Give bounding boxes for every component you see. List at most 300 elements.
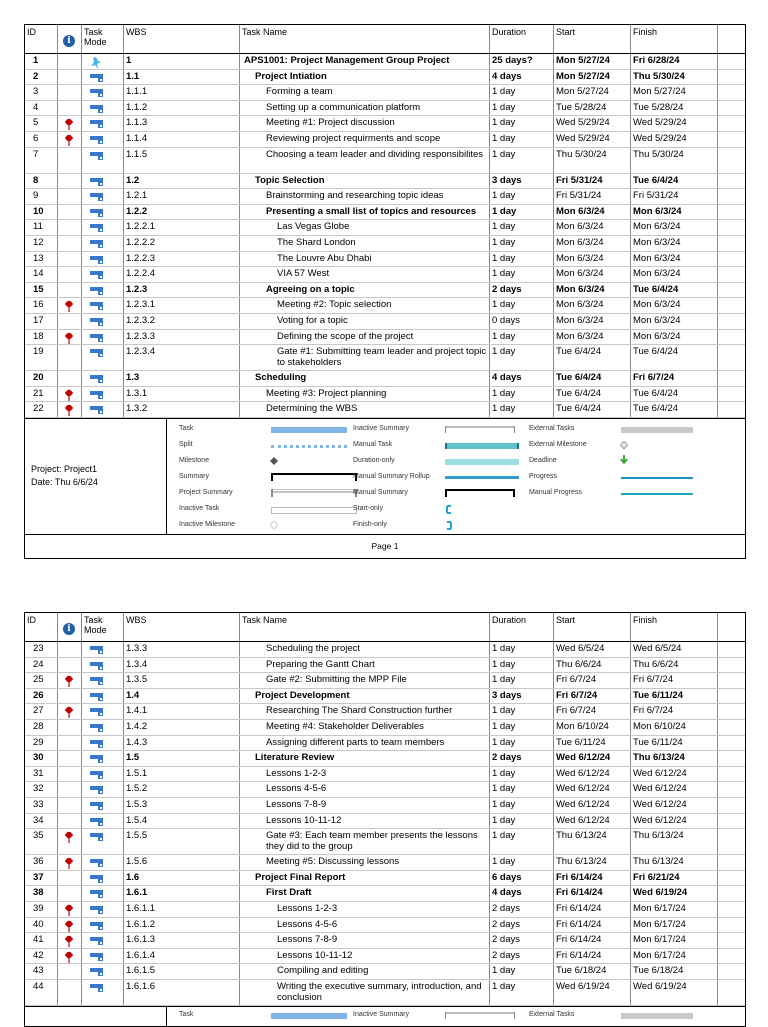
row-start[interactable]: Wed 6/12/24 — [554, 767, 631, 782]
row-id[interactable]: 32 — [25, 782, 58, 797]
row-start[interactable]: Wed 5/29/24 — [554, 132, 631, 147]
row-start[interactable]: Mon 6/3/24 — [554, 252, 631, 267]
row-wbs[interactable]: 1.6.1.2 — [124, 918, 240, 933]
row-duration[interactable]: 2 days — [490, 933, 554, 948]
row-duration[interactable]: 1 day — [490, 220, 554, 235]
row-finish[interactable]: Wed 6/12/24 — [631, 814, 718, 829]
row-start[interactable]: Tue 6/4/24 — [554, 402, 631, 417]
row-start[interactable]: Wed 6/12/24 — [554, 814, 631, 829]
table-row[interactable] — [25, 829, 745, 855]
row-id[interactable]: 34 — [25, 814, 58, 829]
row-duration[interactable]: 1 day — [490, 673, 554, 688]
row-task-name[interactable]: Meeting #2: Topic selection — [240, 298, 490, 313]
row-id[interactable]: 40 — [25, 918, 58, 933]
row-task-name[interactable]: Lessons 7-8-9 — [240, 798, 490, 813]
row-duration[interactable]: 1 day — [490, 658, 554, 673]
row-finish[interactable]: Thu 5/30/24 — [631, 148, 718, 173]
row-duration[interactable]: 1 day — [490, 964, 554, 979]
row-wbs[interactable]: 1.6.1.5 — [124, 964, 240, 979]
row-wbs[interactable]: 1.5.1 — [124, 767, 240, 782]
row-wbs[interactable]: 1.2 — [124, 174, 240, 189]
row-id[interactable]: 42 — [25, 949, 58, 964]
row-wbs[interactable]: 1.6.1.1 — [124, 902, 240, 917]
row-duration[interactable]: 1 day — [490, 205, 554, 220]
row-wbs[interactable]: 1.4.3 — [124, 736, 240, 751]
row-wbs[interactable]: 1.1.2 — [124, 101, 240, 116]
row-start[interactable]: Wed 6/12/24 — [554, 798, 631, 813]
row-start[interactable]: Mon 6/3/24 — [554, 330, 631, 345]
row-id[interactable]: 1 — [25, 54, 58, 69]
row-duration[interactable]: 1 day — [490, 101, 554, 116]
row-wbs[interactable]: 1.3.2 — [124, 402, 240, 417]
row-finish[interactable]: Fri 6/21/24 — [631, 871, 718, 886]
row-id[interactable]: 35 — [25, 829, 58, 854]
row-finish[interactable]: Tue 5/28/24 — [631, 101, 718, 116]
row-task-name[interactable]: Voting for a topic — [240, 314, 490, 329]
row-start[interactable]: Wed 6/19/24 — [554, 980, 631, 1005]
row-wbs[interactable]: 1.2.3.3 — [124, 330, 240, 345]
row-start[interactable]: Fri 5/31/24 — [554, 174, 631, 189]
row-wbs[interactable]: 1.6.1.3 — [124, 933, 240, 948]
row-finish[interactable]: Thu 5/30/24 — [631, 70, 718, 85]
row-wbs[interactable]: 1.3.1 — [124, 387, 240, 402]
table-row[interactable] — [25, 387, 745, 403]
table-row[interactable] — [25, 402, 745, 418]
row-task-name[interactable]: Lessons 10-11-12 — [240, 949, 490, 964]
row-id[interactable]: 9 — [25, 189, 58, 204]
row-id[interactable]: 36 — [25, 855, 58, 870]
row-task-name[interactable]: Literature Review — [240, 751, 490, 766]
table-row[interactable] — [25, 189, 745, 205]
row-task-name[interactable]: Forming a team — [240, 85, 490, 100]
row-finish[interactable]: Wed 6/19/24 — [631, 886, 718, 901]
row-finish[interactable]: Tue 6/11/24 — [631, 736, 718, 751]
row-finish[interactable]: Wed 6/19/24 — [631, 980, 718, 1005]
table-row[interactable] — [25, 132, 745, 148]
row-task-name[interactable]: Agreeing on a topic — [240, 283, 490, 298]
row-duration[interactable]: 1 day — [490, 267, 554, 282]
row-finish[interactable]: Tue 6/4/24 — [631, 174, 718, 189]
row-start[interactable]: Wed 5/29/24 — [554, 116, 631, 131]
row-id[interactable]: 15 — [25, 283, 58, 298]
row-duration[interactable]: 1 day — [490, 767, 554, 782]
row-finish[interactable]: Tue 6/4/24 — [631, 283, 718, 298]
row-finish[interactable]: Thu 6/6/24 — [631, 658, 718, 673]
row-start[interactable]: Mon 6/3/24 — [554, 267, 631, 282]
row-task-name[interactable]: Lessons 1-2-3 — [240, 902, 490, 917]
row-id[interactable]: 5 — [25, 116, 58, 131]
row-finish[interactable]: Mon 6/10/24 — [631, 720, 718, 735]
row-task-name[interactable]: Reviewing project requirments and scope — [240, 132, 490, 147]
row-id[interactable]: 25 — [25, 673, 58, 688]
row-finish[interactable]: Mon 6/17/24 — [631, 933, 718, 948]
row-id[interactable]: 4 — [25, 101, 58, 116]
row-duration[interactable]: 1 day — [490, 132, 554, 147]
table-row[interactable] — [25, 252, 745, 268]
row-start[interactable]: Mon 6/3/24 — [554, 236, 631, 251]
table-row[interactable] — [25, 902, 745, 918]
row-id[interactable]: 17 — [25, 314, 58, 329]
row-start[interactable]: Thu 6/6/24 — [554, 658, 631, 673]
row-start[interactable]: Fri 6/14/24 — [554, 871, 631, 886]
row-start[interactable]: Wed 6/12/24 — [554, 782, 631, 797]
row-task-name[interactable]: VIA 57 West — [240, 267, 490, 282]
row-start[interactable]: Fri 6/14/24 — [554, 949, 631, 964]
row-id[interactable]: 10 — [25, 205, 58, 220]
row-finish[interactable]: Mon 6/3/24 — [631, 205, 718, 220]
row-finish[interactable]: Mon 6/3/24 — [631, 298, 718, 313]
row-task-name[interactable]: The Shard London — [240, 236, 490, 251]
row-start[interactable]: Mon 6/3/24 — [554, 314, 631, 329]
row-id[interactable]: 31 — [25, 767, 58, 782]
row-task-name[interactable]: Meeting #1: Project discussion — [240, 116, 490, 131]
row-start[interactable]: Tue 6/11/24 — [554, 736, 631, 751]
row-task-name[interactable]: Las Vegas Globe — [240, 220, 490, 235]
row-finish[interactable]: Mon 6/17/24 — [631, 949, 718, 964]
row-finish[interactable]: Mon 6/3/24 — [631, 236, 718, 251]
row-wbs[interactable]: 1.6 — [124, 871, 240, 886]
row-wbs[interactable]: 1.2.2.2 — [124, 236, 240, 251]
row-start[interactable]: Tue 6/18/24 — [554, 964, 631, 979]
row-id[interactable]: 26 — [25, 689, 58, 704]
table-row[interactable] — [25, 330, 745, 346]
row-start[interactable]: Mon 6/10/24 — [554, 720, 631, 735]
row-finish[interactable]: Wed 6/12/24 — [631, 798, 718, 813]
table-row[interactable] — [25, 814, 745, 830]
row-id[interactable]: 16 — [25, 298, 58, 313]
row-wbs[interactable]: 1.5 — [124, 751, 240, 766]
row-start[interactable]: Mon 6/3/24 — [554, 283, 631, 298]
row-wbs[interactable]: 1.4 — [124, 689, 240, 704]
row-task-name[interactable]: Compiling and editing — [240, 964, 490, 979]
row-task-name[interactable]: Lessons 7-8-9 — [240, 933, 490, 948]
row-wbs[interactable]: 1.2.2.1 — [124, 220, 240, 235]
row-start[interactable]: Mon 6/3/24 — [554, 220, 631, 235]
row-start[interactable]: Fri 6/14/24 — [554, 902, 631, 917]
row-id[interactable]: 12 — [25, 236, 58, 251]
row-id[interactable]: 8 — [25, 174, 58, 189]
row-id[interactable]: 28 — [25, 720, 58, 735]
row-start[interactable]: Fri 6/14/24 — [554, 918, 631, 933]
row-wbs[interactable]: 1.6.1 — [124, 886, 240, 901]
row-id[interactable]: 38 — [25, 886, 58, 901]
row-id[interactable]: 44 — [25, 980, 58, 1005]
row-id[interactable]: 13 — [25, 252, 58, 267]
row-start[interactable]: Fri 6/14/24 — [554, 886, 631, 901]
row-duration[interactable]: 4 days — [490, 886, 554, 901]
row-wbs[interactable]: 1.2.2.3 — [124, 252, 240, 267]
table-row[interactable] — [25, 980, 745, 1006]
row-duration[interactable]: 1 day — [490, 345, 554, 370]
row-duration[interactable]: 1 day — [490, 855, 554, 870]
row-wbs[interactable]: 1.2.3.1 — [124, 298, 240, 313]
row-start[interactable]: Fri 6/7/24 — [554, 673, 631, 688]
row-start[interactable]: Tue 6/4/24 — [554, 345, 631, 370]
row-finish[interactable]: Mon 6/3/24 — [631, 330, 718, 345]
row-task-name[interactable]: Lessons 4-5-6 — [240, 918, 490, 933]
row-duration[interactable]: 1 day — [490, 642, 554, 657]
table-row[interactable] — [25, 642, 745, 658]
row-duration[interactable]: 0 days — [490, 314, 554, 329]
row-duration[interactable]: 1 day — [490, 85, 554, 100]
row-duration[interactable]: 1 day — [490, 814, 554, 829]
row-id[interactable]: 3 — [25, 85, 58, 100]
row-duration[interactable]: 4 days — [490, 371, 554, 386]
row-id[interactable]: 23 — [25, 642, 58, 657]
row-wbs[interactable]: 1.5.5 — [124, 829, 240, 854]
row-duration[interactable]: 2 days — [490, 949, 554, 964]
row-finish[interactable]: Mon 6/17/24 — [631, 918, 718, 933]
table-row[interactable] — [25, 767, 745, 783]
row-id[interactable]: 27 — [25, 704, 58, 719]
row-finish[interactable]: Wed 5/29/24 — [631, 132, 718, 147]
row-wbs[interactable]: 1.4.1 — [124, 704, 240, 719]
row-task-name[interactable]: Brainstorming and researching topic ideas — [240, 189, 490, 204]
row-id[interactable]: 7 — [25, 148, 58, 173]
row-finish[interactable]: Wed 6/12/24 — [631, 767, 718, 782]
row-task-name[interactable]: Project Development — [240, 689, 490, 704]
row-duration[interactable]: 4 days — [490, 70, 554, 85]
row-wbs[interactable]: 1.1.3 — [124, 116, 240, 131]
row-wbs[interactable]: 1.1 — [124, 70, 240, 85]
row-id[interactable]: 29 — [25, 736, 58, 751]
row-task-name[interactable]: Project Intiation — [240, 70, 490, 85]
row-finish[interactable]: Fri 6/7/24 — [631, 673, 718, 688]
table-row[interactable] — [25, 855, 745, 871]
row-finish[interactable]: Mon 6/3/24 — [631, 252, 718, 267]
table-row[interactable] — [25, 236, 745, 252]
row-id[interactable]: 37 — [25, 871, 58, 886]
row-wbs[interactable]: 1.5.3 — [124, 798, 240, 813]
row-task-name[interactable]: Gate #2: Submitting the MPP File — [240, 673, 490, 688]
row-finish[interactable]: Mon 6/17/24 — [631, 902, 718, 917]
row-duration[interactable]: 1 day — [490, 116, 554, 131]
row-id[interactable]: 6 — [25, 132, 58, 147]
row-task-name[interactable]: Presenting a small list of topics and resources — [240, 205, 490, 220]
row-start[interactable]: Thu 5/30/24 — [554, 148, 631, 173]
row-start[interactable]: Fri 5/31/24 — [554, 189, 631, 204]
row-finish[interactable]: Tue 6/4/24 — [631, 387, 718, 402]
table-row[interactable] — [25, 673, 745, 689]
row-duration[interactable]: 1 day — [490, 782, 554, 797]
table-row[interactable] — [25, 371, 745, 387]
table-row[interactable] — [25, 298, 745, 314]
row-wbs[interactable]: 1.6.1.6 — [124, 980, 240, 1005]
row-task-name[interactable]: First Draft — [240, 886, 490, 901]
row-finish[interactable]: Fri 6/7/24 — [631, 704, 718, 719]
table-row[interactable] — [25, 736, 745, 752]
row-wbs[interactable]: 1.3.3 — [124, 642, 240, 657]
row-finish[interactable]: Thu 6/13/24 — [631, 751, 718, 766]
row-start[interactable]: Wed 6/5/24 — [554, 642, 631, 657]
row-start[interactable]: Thu 6/13/24 — [554, 855, 631, 870]
row-task-name[interactable]: The Louvre Abu Dhabi — [240, 252, 490, 267]
table-row[interactable] — [25, 85, 745, 101]
row-finish[interactable]: Tue 6/4/24 — [631, 345, 718, 370]
row-wbs[interactable]: 1.2.3 — [124, 283, 240, 298]
row-wbs[interactable]: 1.4.2 — [124, 720, 240, 735]
table-row[interactable] — [25, 116, 745, 132]
row-duration[interactable]: 2 days — [490, 751, 554, 766]
row-id[interactable]: 43 — [25, 964, 58, 979]
table-row[interactable] — [25, 751, 745, 767]
table-row[interactable] — [25, 220, 745, 236]
table-row[interactable] — [25, 54, 745, 70]
row-start[interactable]: Tue 6/4/24 — [554, 387, 631, 402]
row-start[interactable]: Mon 5/27/24 — [554, 85, 631, 100]
row-finish[interactable]: Mon 6/3/24 — [631, 220, 718, 235]
row-task-name[interactable]: Preparing the Gantt Chart — [240, 658, 490, 673]
row-task-name[interactable]: Choosing a team leader and dividing responsibilites — [240, 148, 490, 173]
row-wbs[interactable]: 1.1.1 — [124, 85, 240, 100]
table-row[interactable] — [25, 101, 745, 117]
table-row[interactable] — [25, 918, 745, 934]
table-row[interactable] — [25, 704, 745, 720]
row-task-name[interactable]: Meeting #4: Stakeholder Deliverables — [240, 720, 490, 735]
row-task-name[interactable]: Meeting #3: Project planning — [240, 387, 490, 402]
table-row[interactable] — [25, 658, 745, 674]
row-id[interactable]: 19 — [25, 345, 58, 370]
row-task-name[interactable]: Determining the WBS — [240, 402, 490, 417]
row-duration[interactable]: 1 day — [490, 736, 554, 751]
row-duration[interactable]: 3 days — [490, 174, 554, 189]
row-task-name[interactable]: Meeting #5: Discussing lessons — [240, 855, 490, 870]
row-start[interactable]: Mon 5/27/24 — [554, 70, 631, 85]
row-duration[interactable]: 25 days? — [490, 54, 554, 69]
row-id[interactable]: 33 — [25, 798, 58, 813]
row-wbs[interactable]: 1.3.4 — [124, 658, 240, 673]
row-duration[interactable]: 2 days — [490, 918, 554, 933]
row-start[interactable]: Tue 6/4/24 — [554, 371, 631, 386]
row-duration[interactable]: 1 day — [490, 252, 554, 267]
row-start[interactable]: Wed 6/12/24 — [554, 751, 631, 766]
row-id[interactable]: 39 — [25, 902, 58, 917]
row-start[interactable]: Tue 5/28/24 — [554, 101, 631, 116]
row-finish[interactable]: Wed 6/5/24 — [631, 642, 718, 657]
row-task-name[interactable]: APS1001: Project Management Group Project — [240, 54, 490, 69]
row-start[interactable]: Mon 6/3/24 — [554, 205, 631, 220]
row-task-name[interactable]: Assigning different parts to team members — [240, 736, 490, 751]
row-id[interactable]: 30 — [25, 751, 58, 766]
row-id[interactable]: 14 — [25, 267, 58, 282]
table-row[interactable] — [25, 689, 745, 705]
row-task-name[interactable]: Topic Selection — [240, 174, 490, 189]
row-task-name[interactable]: Lessons 10-11-12 — [240, 814, 490, 829]
table-row[interactable] — [25, 283, 745, 299]
row-wbs[interactable]: 1.2.1 — [124, 189, 240, 204]
row-finish[interactable]: Tue 6/4/24 — [631, 402, 718, 417]
row-task-name[interactable]: Setting up a communication platform — [240, 101, 490, 116]
table-row[interactable] — [25, 345, 745, 371]
row-wbs[interactable]: 1.5.6 — [124, 855, 240, 870]
row-finish[interactable]: Tue 6/11/24 — [631, 689, 718, 704]
row-finish[interactable]: Fri 6/28/24 — [631, 54, 718, 69]
row-duration[interactable]: 1 day — [490, 387, 554, 402]
row-finish[interactable]: Fri 5/31/24 — [631, 189, 718, 204]
row-duration[interactable]: 3 days — [490, 689, 554, 704]
row-duration[interactable]: 1 day — [490, 189, 554, 204]
row-task-name[interactable]: Project Final Report — [240, 871, 490, 886]
table-row[interactable] — [25, 782, 745, 798]
table-row[interactable] — [25, 148, 745, 174]
table-row[interactable] — [25, 205, 745, 221]
table-row[interactable] — [25, 949, 745, 965]
row-finish[interactable]: Tue 6/18/24 — [631, 964, 718, 979]
table-row[interactable] — [25, 933, 745, 949]
row-id[interactable]: 41 — [25, 933, 58, 948]
row-duration[interactable]: 6 days — [490, 871, 554, 886]
row-duration[interactable]: 1 day — [490, 829, 554, 854]
row-task-name[interactable]: Lessons 4-5-6 — [240, 782, 490, 797]
row-wbs[interactable]: 1.2.3.4 — [124, 345, 240, 370]
row-task-name[interactable]: Scheduling — [240, 371, 490, 386]
row-finish[interactable]: Fri 6/7/24 — [631, 371, 718, 386]
row-id[interactable]: 20 — [25, 371, 58, 386]
table-row[interactable] — [25, 964, 745, 980]
table-row[interactable] — [25, 798, 745, 814]
row-wbs[interactable]: 1.6.1.4 — [124, 949, 240, 964]
row-duration[interactable]: 1 day — [490, 236, 554, 251]
row-start[interactable]: Fri 6/7/24 — [554, 704, 631, 719]
row-wbs[interactable]: 1.2.2 — [124, 205, 240, 220]
table-row[interactable] — [25, 886, 745, 902]
row-wbs[interactable]: 1.5.4 — [124, 814, 240, 829]
row-start[interactable]: Mon 6/3/24 — [554, 298, 631, 313]
table-row[interactable] — [25, 871, 745, 887]
table-row[interactable] — [25, 314, 745, 330]
row-task-name[interactable]: Gate #1: Submitting team leader and project topic to stakeholders — [240, 345, 490, 370]
row-duration[interactable]: 1 day — [490, 980, 554, 1005]
row-task-name[interactable]: Researching The Shard Construction further — [240, 704, 490, 719]
row-task-name[interactable]: Defining the scope of the project — [240, 330, 490, 345]
table-row[interactable] — [25, 70, 745, 86]
row-duration[interactable]: 1 day — [490, 148, 554, 173]
row-task-name[interactable]: Lessons 1-2-3 — [240, 767, 490, 782]
row-wbs[interactable]: 1.3 — [124, 371, 240, 386]
row-duration[interactable]: 1 day — [490, 798, 554, 813]
row-duration[interactable]: 1 day — [490, 704, 554, 719]
row-wbs[interactable]: 1.2.2.4 — [124, 267, 240, 282]
row-wbs[interactable]: 1.3.5 — [124, 673, 240, 688]
row-start[interactable]: Mon 5/27/24 — [554, 54, 631, 69]
row-id[interactable]: 21 — [25, 387, 58, 402]
row-id[interactable]: 18 — [25, 330, 58, 345]
row-duration[interactable]: 1 day — [490, 298, 554, 313]
row-finish[interactable]: Thu 6/13/24 — [631, 855, 718, 870]
row-wbs[interactable]: 1.2.3.2 — [124, 314, 240, 329]
table-row[interactable] — [25, 720, 745, 736]
row-duration[interactable]: 1 day — [490, 402, 554, 417]
row-finish[interactable]: Wed 5/29/24 — [631, 116, 718, 131]
row-wbs[interactable]: 1.5.2 — [124, 782, 240, 797]
row-duration[interactable]: 2 days — [490, 902, 554, 917]
row-id[interactable]: 24 — [25, 658, 58, 673]
row-finish[interactable]: Thu 6/13/24 — [631, 829, 718, 854]
row-finish[interactable]: Mon 6/3/24 — [631, 267, 718, 282]
row-task-name[interactable]: Writing the executive summary, introduction, and conclusion — [240, 980, 490, 1005]
row-task-name[interactable]: Gate #3: Each team member presents the lessons they did to the group — [240, 829, 490, 854]
row-id[interactable]: 22 — [25, 402, 58, 417]
row-duration[interactable]: 1 day — [490, 330, 554, 345]
row-wbs[interactable]: 1 — [124, 54, 240, 69]
row-duration[interactable]: 2 days — [490, 283, 554, 298]
table-row[interactable] — [25, 267, 745, 283]
row-task-name[interactable]: Scheduling the project — [240, 642, 490, 657]
row-finish[interactable]: Wed 6/12/24 — [631, 782, 718, 797]
row-wbs[interactable]: 1.1.4 — [124, 132, 240, 147]
row-start[interactable]: Thu 6/13/24 — [554, 829, 631, 854]
row-wbs[interactable]: 1.1.5 — [124, 148, 240, 173]
